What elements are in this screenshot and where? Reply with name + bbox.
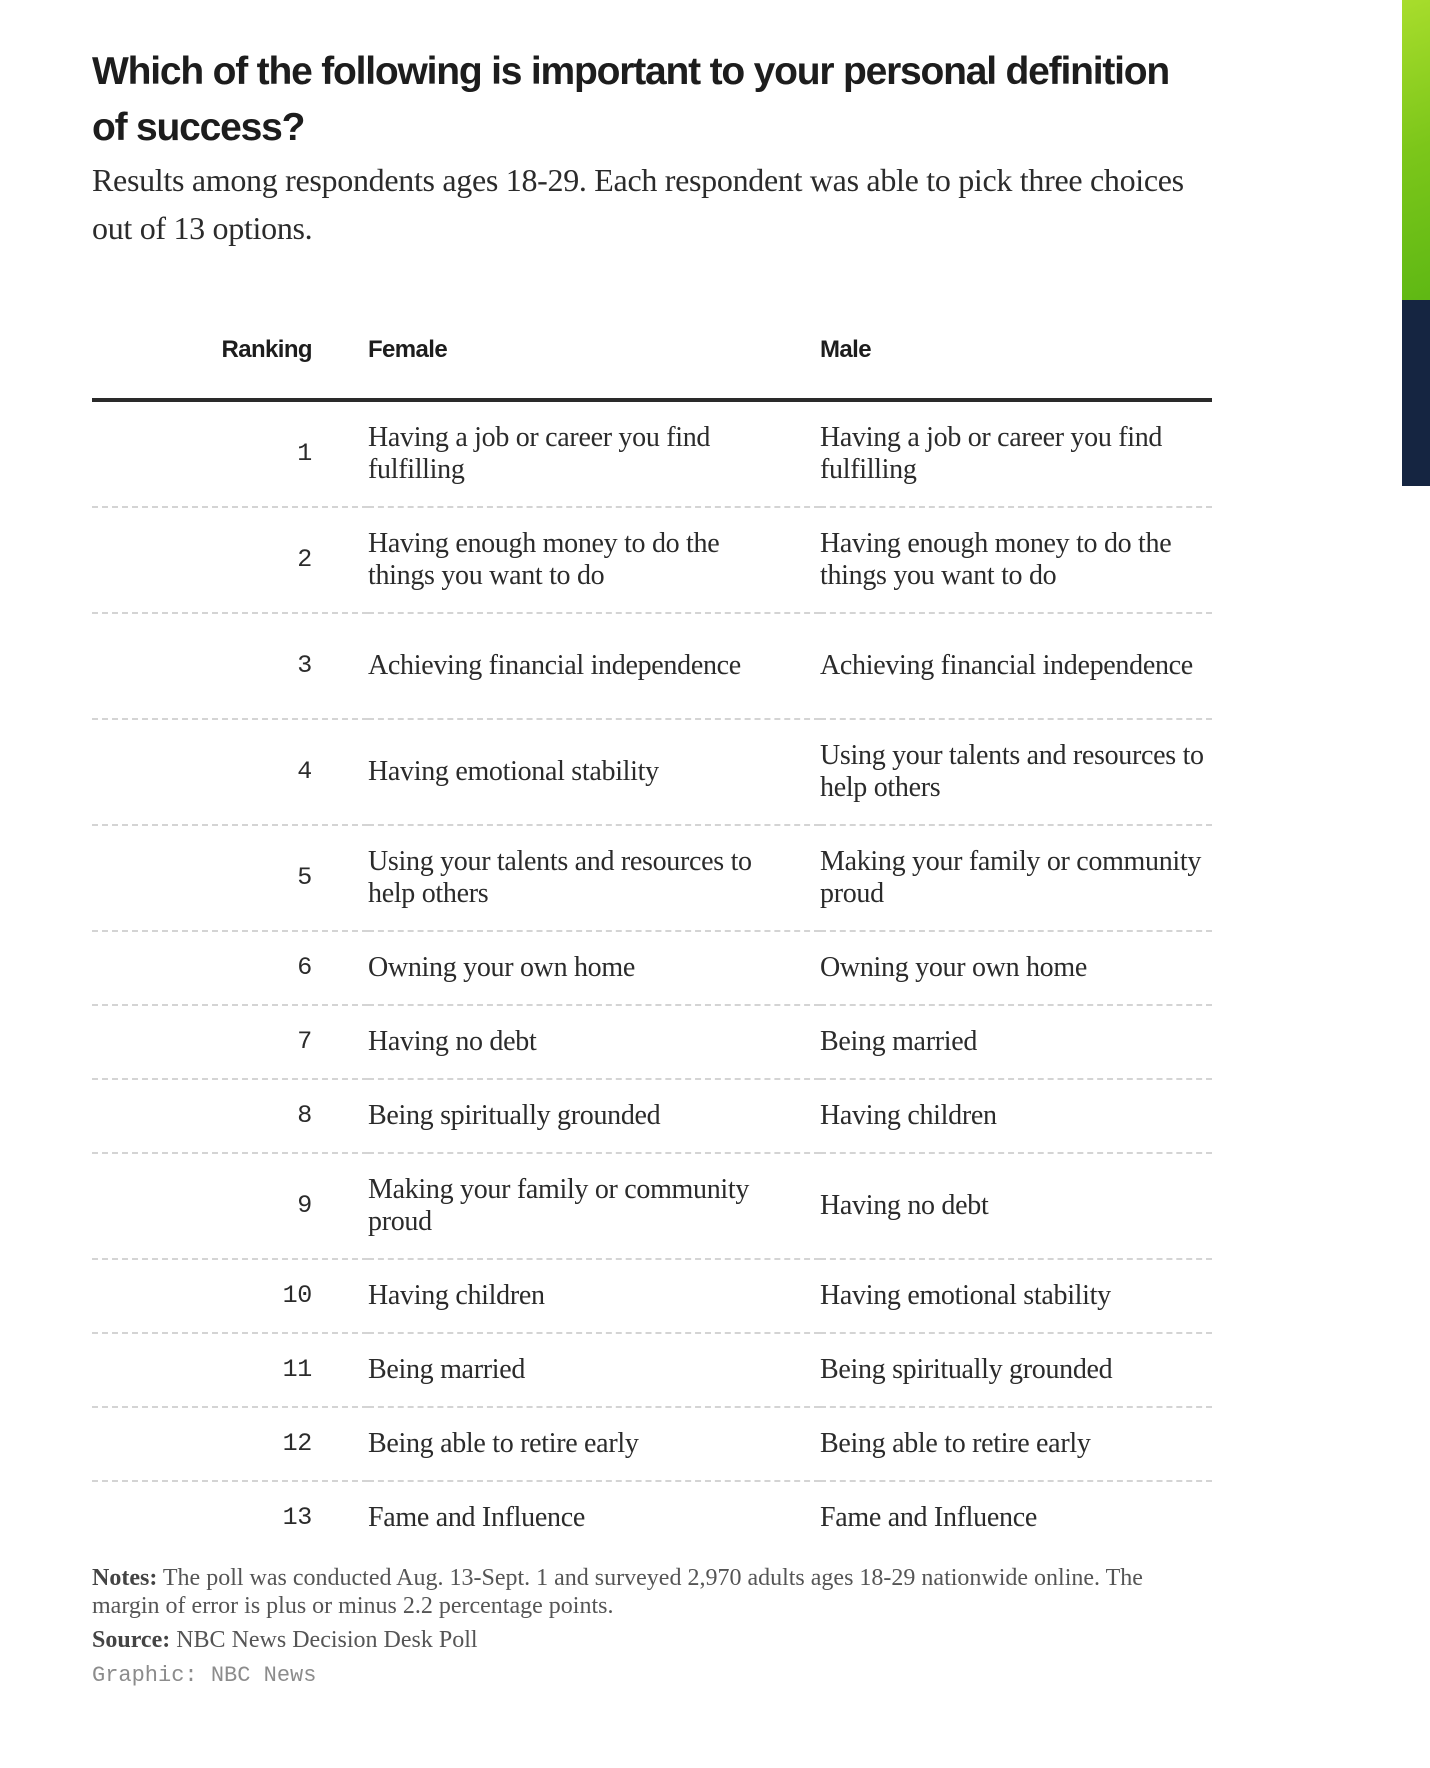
notes-text: The poll was conducted Aug. 13-Sept. 1 and surveyed 2,970 adults ages 18-29 nationwide online. The margin of error is plus or minus 2.2 percentage points. bbox=[92, 1565, 1143, 1619]
female-answer: Making your family or community proud bbox=[368, 1153, 820, 1259]
female-answer: Having children bbox=[368, 1259, 820, 1333]
female-answer: Owning your own home bbox=[368, 931, 820, 1005]
male-answer: Being married bbox=[820, 1005, 1212, 1079]
source-text: NBC News Decision Desk Poll bbox=[176, 1627, 478, 1653]
female-answer: Having no debt bbox=[368, 1005, 820, 1079]
female-answer: Being able to retire early bbox=[368, 1407, 820, 1481]
female-answer: Being spiritually grounded bbox=[368, 1079, 820, 1153]
male-answer: Having children bbox=[820, 1079, 1212, 1153]
male-answer: Being spiritually grounded bbox=[820, 1333, 1212, 1407]
male-answer: Being able to retire early bbox=[820, 1407, 1212, 1481]
male-answer: Using your talents and resources to help others bbox=[820, 719, 1212, 825]
female-answer: Fame and Influence bbox=[368, 1502, 585, 1533]
chart-subtitle: Results among respondents ages 18-29. Each respondent was able to pick three choices out of 13 options. bbox=[92, 162, 1184, 246]
header-male: Male bbox=[820, 324, 1212, 400]
graphic-credit: Graphic: NBC News bbox=[92, 1663, 317, 1688]
table-row bbox=[92, 507, 1212, 613]
rank-number: 1 bbox=[92, 400, 368, 507]
table-row bbox=[92, 1153, 1212, 1259]
source-label: Source: bbox=[92, 1627, 171, 1653]
rank-number: 11 bbox=[92, 1333, 368, 1407]
header-female: Female bbox=[368, 324, 820, 400]
rank-number: 7 bbox=[92, 1005, 368, 1079]
female-answer: Being married bbox=[368, 1333, 820, 1407]
table-row bbox=[92, 1481, 1212, 1554]
table-row bbox=[92, 1333, 1212, 1407]
male-answer: Having no debt bbox=[820, 1153, 1212, 1259]
chart-title: Which of the following is important to your personal definition of success? bbox=[92, 50, 1170, 149]
table-row bbox=[92, 1407, 1212, 1481]
table-row bbox=[92, 1079, 1212, 1153]
male-answer: Fame and Influence bbox=[820, 1502, 1037, 1533]
rank-number: 4 bbox=[92, 719, 368, 825]
rank-number: 13 bbox=[282, 1503, 312, 1532]
chart-container bbox=[92, 44, 1212, 1688]
female-answer: Having emotional stability bbox=[368, 719, 820, 825]
male-answer: Owning your own home bbox=[820, 931, 1212, 1005]
male-answer: Having a job or career you find fulfilling bbox=[820, 400, 1212, 507]
header-ranking: Ranking bbox=[92, 324, 368, 400]
female-answer: Having a job or career you find fulfilling bbox=[368, 400, 820, 507]
side-ad-navy-panel bbox=[1402, 300, 1430, 486]
notes-label: Notes: bbox=[92, 1565, 158, 1591]
source-line bbox=[92, 1626, 1212, 1654]
table-row bbox=[92, 1259, 1212, 1333]
rank-number: 6 bbox=[92, 931, 368, 1005]
table-body bbox=[92, 400, 1212, 1554]
notes-block bbox=[92, 1564, 1212, 1690]
male-answer: Having enough money to do the things you want to do bbox=[820, 507, 1212, 613]
rank-number: 5 bbox=[92, 825, 368, 931]
female-answer: Using your talents and resources to help others bbox=[368, 825, 820, 931]
table-row bbox=[92, 613, 1212, 719]
side-ad-strip bbox=[1402, 0, 1430, 486]
male-answer: Making your family or community proud bbox=[820, 825, 1212, 931]
table-row bbox=[92, 400, 1212, 507]
side-ad-green-panel bbox=[1402, 0, 1430, 300]
table-row bbox=[92, 825, 1212, 931]
male-answer: Having emotional stability bbox=[820, 1259, 1212, 1333]
table-row bbox=[92, 1005, 1212, 1079]
ranking-table bbox=[92, 324, 1212, 1554]
rank-number: 3 bbox=[92, 613, 368, 719]
table-header-row bbox=[92, 324, 1212, 400]
female-answer: Achieving financial independence bbox=[368, 613, 820, 719]
rank-number: 9 bbox=[92, 1153, 368, 1259]
table-row bbox=[92, 931, 1212, 1005]
male-answer: Achieving financial independence bbox=[820, 613, 1212, 719]
notes-line bbox=[92, 1564, 1212, 1620]
female-answer: Having enough money to do the things you want to do bbox=[368, 507, 820, 613]
rank-number: 12 bbox=[92, 1407, 368, 1481]
table-row bbox=[92, 719, 1212, 825]
rank-number: 8 bbox=[92, 1079, 368, 1153]
rank-number: 10 bbox=[92, 1259, 368, 1333]
rank-number: 2 bbox=[92, 507, 368, 613]
